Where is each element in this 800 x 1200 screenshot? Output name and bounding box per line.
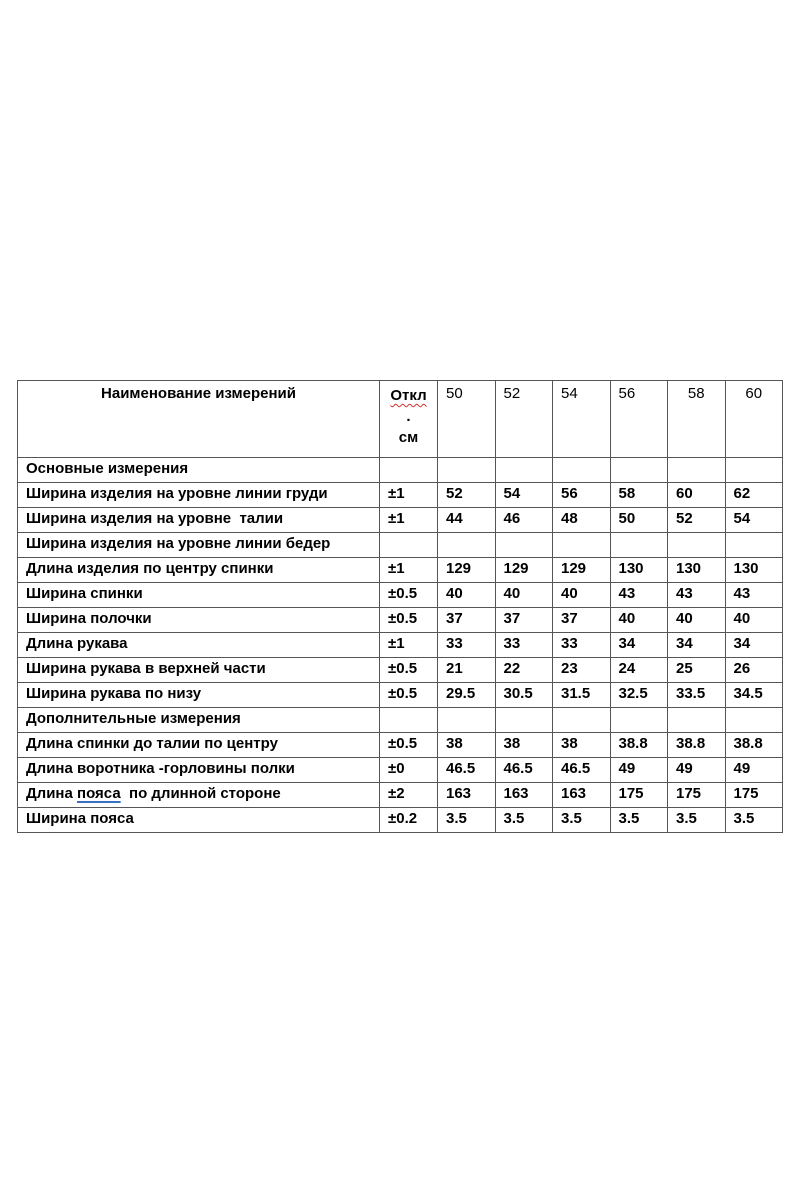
row-value: 3.5 [553, 808, 611, 833]
row-value [668, 533, 726, 558]
row-value: 46.5 [495, 758, 553, 783]
row-value: 33 [438, 633, 496, 658]
row-value: 62 [725, 483, 783, 508]
row-value [668, 458, 726, 483]
row-deviation: ±2 [380, 783, 438, 808]
row-value: 26 [725, 658, 783, 683]
row-name: Ширина пояса [18, 808, 380, 833]
table-row [18, 608, 783, 633]
row-value: 38 [495, 733, 553, 758]
row-name-part: Длина [26, 785, 78, 802]
row-value: 56 [553, 483, 611, 508]
row-name-part: пояса [77, 785, 121, 802]
row-value: 40 [610, 608, 668, 633]
row-value [553, 708, 611, 733]
row-value: 60 [668, 483, 726, 508]
table-row [18, 758, 783, 783]
header-deviation [380, 381, 438, 458]
row-value: 33 [495, 633, 553, 658]
header-size: 52 [495, 381, 553, 458]
row-value: 32.5 [610, 683, 668, 708]
row-name: Основные измерения [18, 458, 380, 483]
header-deviation-line3: см [398, 429, 419, 446]
header-size: 56 [610, 381, 668, 458]
row-name-part: по длинной стороне [120, 785, 281, 802]
row-value: 40 [438, 583, 496, 608]
row-value: 40 [668, 608, 726, 633]
table-row [18, 583, 783, 608]
row-name: Ширина рукава в верхней части [18, 658, 380, 683]
row-deviation: ±0.5 [380, 733, 438, 758]
row-value: 54 [725, 508, 783, 533]
row-value [438, 458, 496, 483]
header-size: 58 [668, 381, 726, 458]
row-value: 38 [438, 733, 496, 758]
header-size: 50 [438, 381, 496, 458]
row-value: 46.5 [553, 758, 611, 783]
row-name [18, 783, 380, 808]
table-row [18, 683, 783, 708]
row-value: 43 [725, 583, 783, 608]
row-value: 38.8 [668, 733, 726, 758]
row-value: 34.5 [725, 683, 783, 708]
row-value: 30.5 [495, 683, 553, 708]
row-value: 38.8 [725, 733, 783, 758]
row-value: 163 [495, 783, 553, 808]
row-name: Длина изделия по центру спинки [18, 558, 380, 583]
row-value: 48 [553, 508, 611, 533]
row-name: Длина спинки до талии по центру [18, 733, 380, 758]
row-value [553, 458, 611, 483]
row-name: Длина рукава [18, 633, 380, 658]
table-row [18, 458, 783, 483]
row-value [668, 708, 726, 733]
header-size: 54 [553, 381, 611, 458]
row-value: 3.5 [610, 808, 668, 833]
row-value: 40 [495, 583, 553, 608]
row-value [610, 708, 668, 733]
size-chart-table [17, 380, 783, 833]
row-deviation: ±1 [380, 558, 438, 583]
row-value: 3.5 [725, 808, 783, 833]
table-row [18, 533, 783, 558]
row-value: 49 [610, 758, 668, 783]
row-value: 29.5 [438, 683, 496, 708]
row-value: 34 [610, 633, 668, 658]
header-deviation-line1: Откл [390, 387, 427, 404]
row-value [438, 708, 496, 733]
row-name: Ширина изделия на уровне линии бедер [18, 533, 380, 558]
row-value [438, 533, 496, 558]
row-value: 49 [668, 758, 726, 783]
row-value: 34 [668, 633, 726, 658]
header-deviation-line2: . [406, 408, 411, 425]
row-deviation [380, 708, 438, 733]
table-row [18, 733, 783, 758]
row-value: 33.5 [668, 683, 726, 708]
row-deviation: ±0.5 [380, 583, 438, 608]
row-value [495, 533, 553, 558]
row-value: 58 [610, 483, 668, 508]
table-row [18, 808, 783, 833]
row-value: 175 [668, 783, 726, 808]
row-value [495, 458, 553, 483]
row-value: 54 [495, 483, 553, 508]
row-deviation: ±0.5 [380, 608, 438, 633]
row-name: Ширина полочки [18, 608, 380, 633]
row-value: 37 [553, 608, 611, 633]
row-name: Ширина изделия на уровне талии [18, 508, 380, 533]
row-value: 44 [438, 508, 496, 533]
table-row [18, 558, 783, 583]
row-value: 3.5 [495, 808, 553, 833]
row-value: 3.5 [438, 808, 496, 833]
row-value: 43 [610, 583, 668, 608]
row-value: 38.8 [610, 733, 668, 758]
row-deviation: ±0.2 [380, 808, 438, 833]
row-value: 129 [495, 558, 553, 583]
row-value: 52 [668, 508, 726, 533]
row-value: 21 [438, 658, 496, 683]
row-value: 49 [725, 758, 783, 783]
row-value: 33 [553, 633, 611, 658]
row-value: 130 [725, 558, 783, 583]
row-value: 50 [610, 508, 668, 533]
row-deviation: ±1 [380, 483, 438, 508]
row-value: 23 [553, 658, 611, 683]
row-deviation: ±0 [380, 758, 438, 783]
row-value: 129 [438, 558, 496, 583]
row-value: 37 [495, 608, 553, 633]
row-deviation: ±0.5 [380, 658, 438, 683]
row-value [725, 708, 783, 733]
row-value: 34 [725, 633, 783, 658]
row-name: Ширина спинки [18, 583, 380, 608]
table-row [18, 708, 783, 733]
row-name: Ширина рукава по низу [18, 683, 380, 708]
row-value: 24 [610, 658, 668, 683]
table-header-row [18, 381, 783, 458]
row-deviation: ±1 [380, 633, 438, 658]
row-value: 22 [495, 658, 553, 683]
row-value: 163 [438, 783, 496, 808]
table-row [18, 633, 783, 658]
row-deviation [380, 458, 438, 483]
row-value: 175 [725, 783, 783, 808]
row-value: 40 [725, 608, 783, 633]
row-value: 130 [668, 558, 726, 583]
row-value: 175 [610, 783, 668, 808]
row-deviation: ±1 [380, 508, 438, 533]
row-value: 129 [553, 558, 611, 583]
row-value: 43 [668, 583, 726, 608]
row-value: 25 [668, 658, 726, 683]
row-value: 46 [495, 508, 553, 533]
row-value [495, 708, 553, 733]
row-deviation: ±0.5 [380, 683, 438, 708]
row-deviation [380, 533, 438, 558]
table-row [18, 483, 783, 508]
row-value [725, 458, 783, 483]
header-size: 60 [725, 381, 783, 458]
row-value [725, 533, 783, 558]
row-value [553, 533, 611, 558]
header-measurement-name: Наименование измерений [18, 381, 380, 458]
table-row [18, 783, 783, 808]
row-value: 52 [438, 483, 496, 508]
row-value: 40 [553, 583, 611, 608]
table-row [18, 508, 783, 533]
row-value: 3.5 [668, 808, 726, 833]
row-name: Длина воротника -горловины полки [18, 758, 380, 783]
row-value [610, 533, 668, 558]
row-value: 46.5 [438, 758, 496, 783]
row-value: 31.5 [553, 683, 611, 708]
row-value: 130 [610, 558, 668, 583]
table-row [18, 658, 783, 683]
row-name: Ширина изделия на уровне линии груди [18, 483, 380, 508]
row-value [610, 458, 668, 483]
row-value: 38 [553, 733, 611, 758]
row-name: Дополнительные измерения [18, 708, 380, 733]
row-value: 163 [553, 783, 611, 808]
row-value: 37 [438, 608, 496, 633]
